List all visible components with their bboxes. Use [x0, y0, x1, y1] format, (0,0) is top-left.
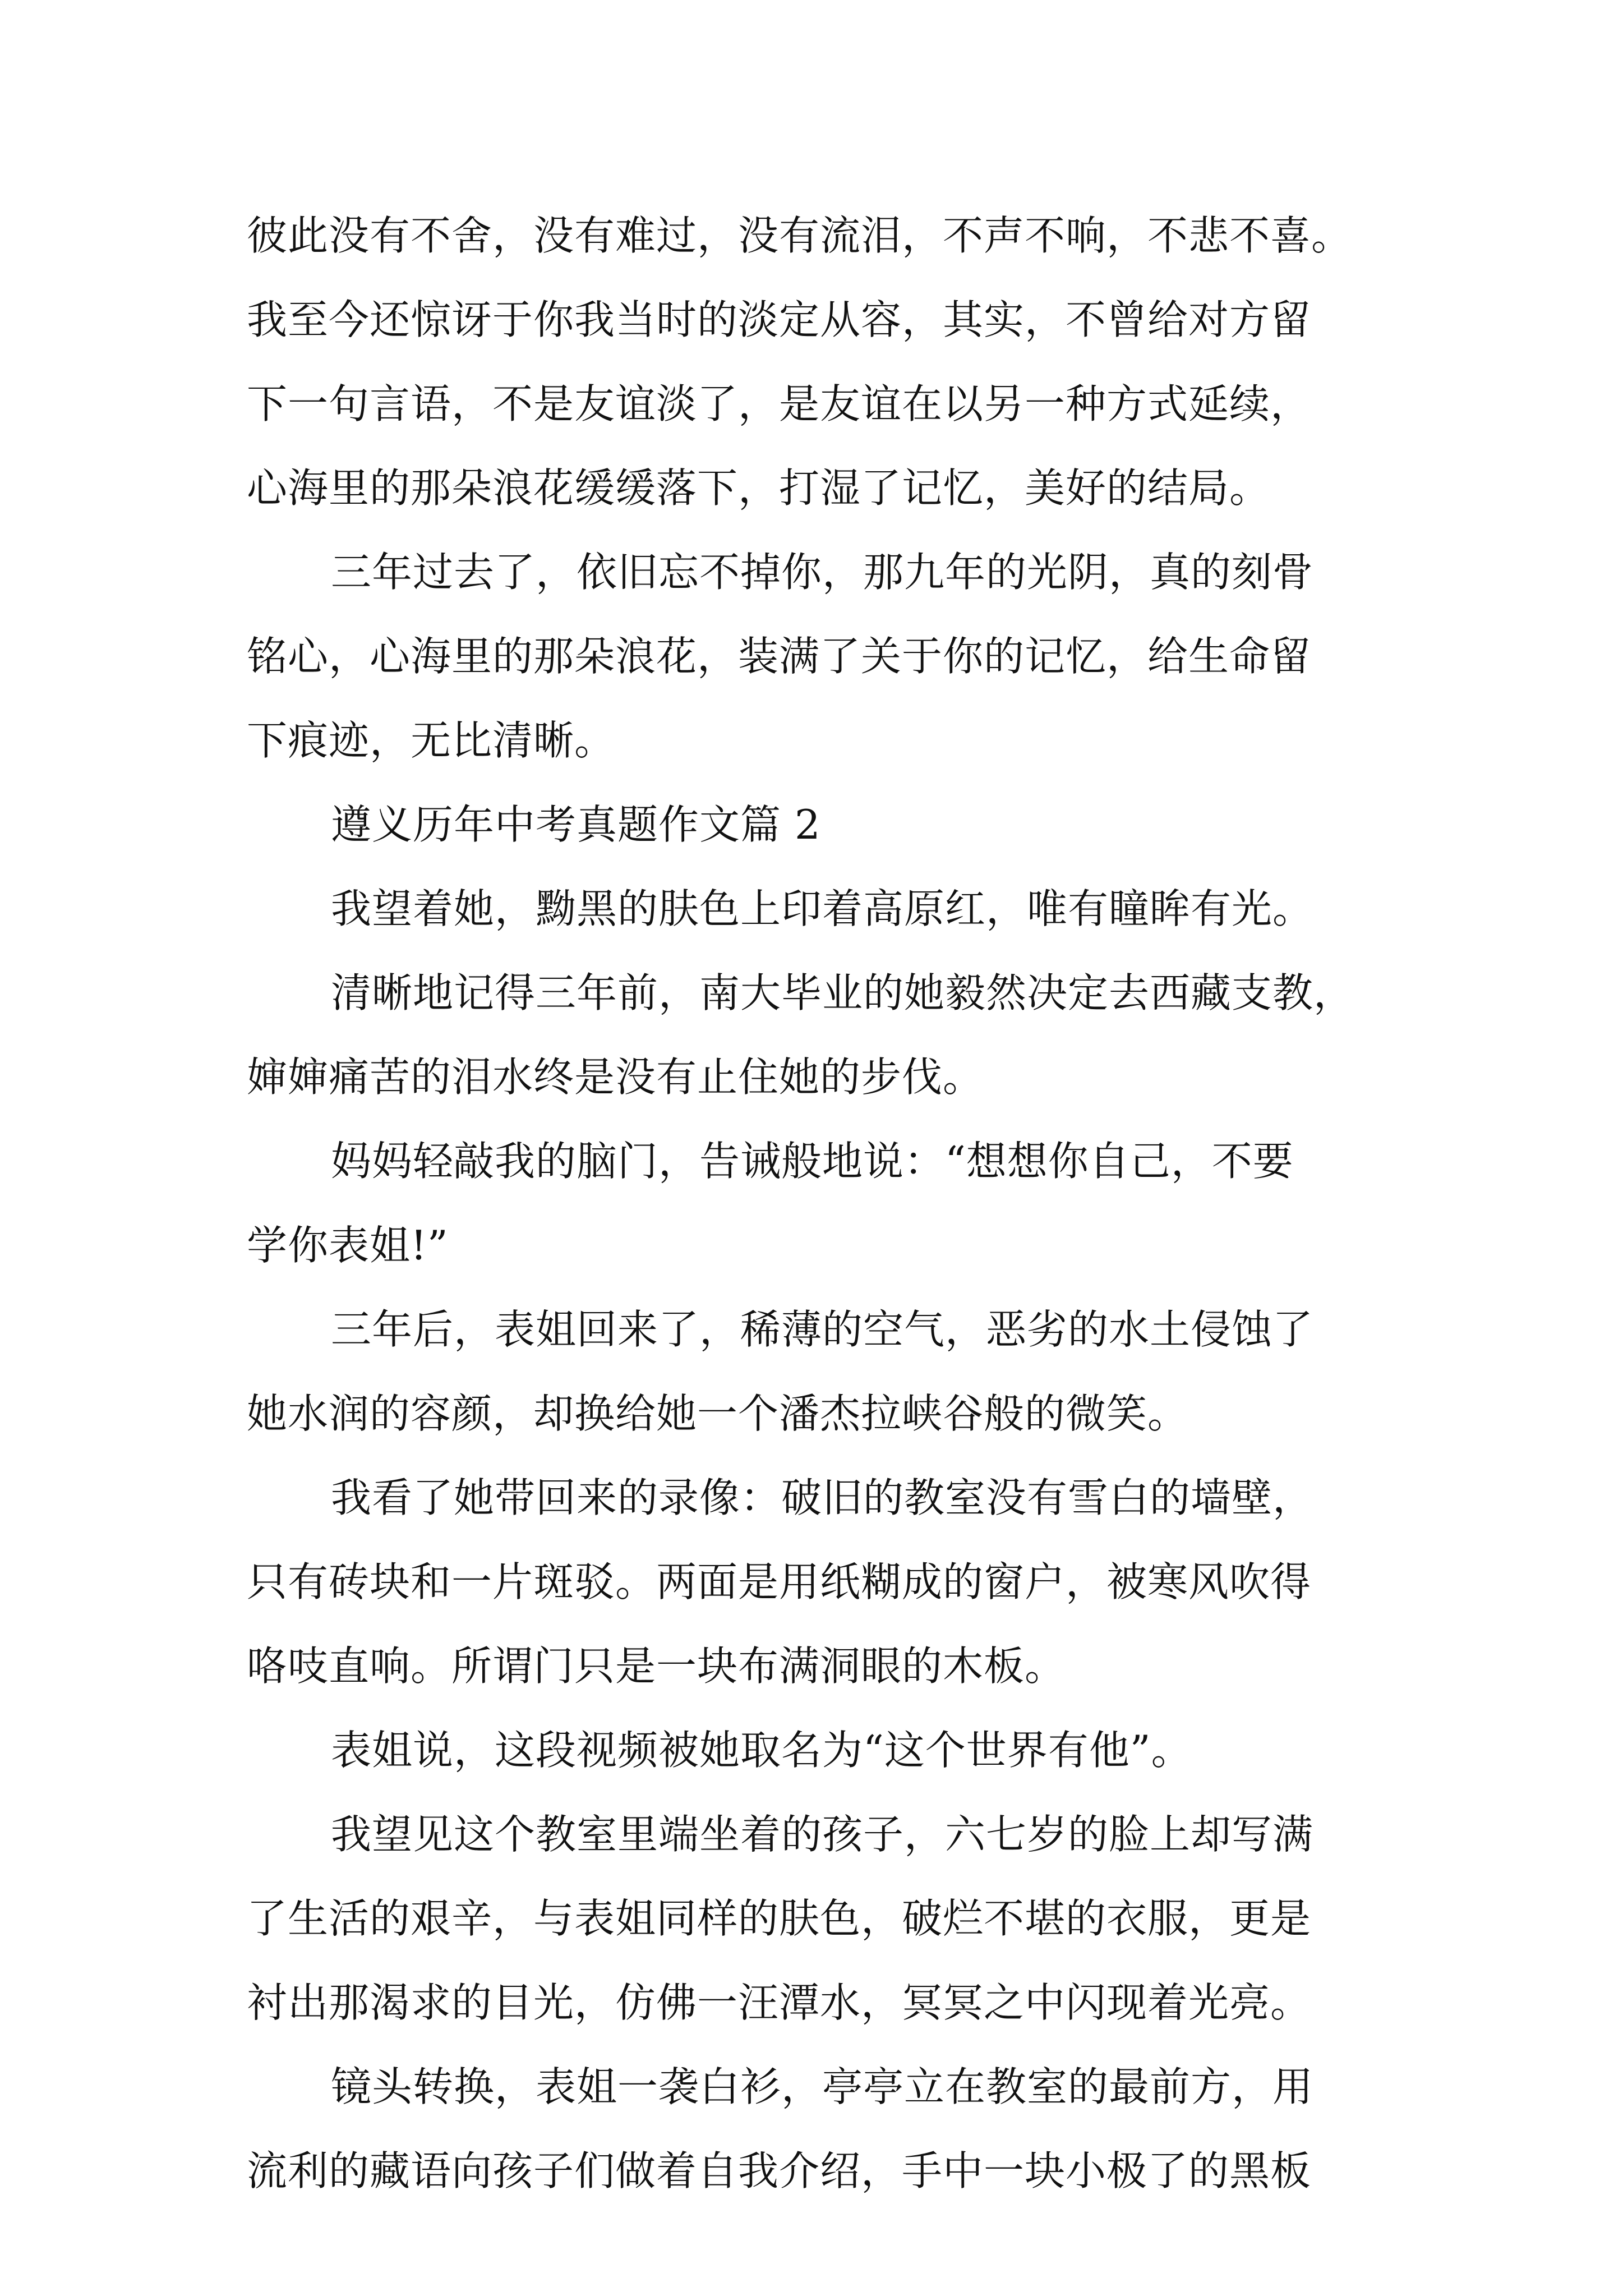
paragraph-start-line: 我望着她，黝黑的肤色上印着高原红，唯有瞳眸有光。: [331, 885, 1314, 932]
text-line: 衬出那渴求的目光，仿佛一汪潭水，冥冥之中闪现着光亮。: [247, 1979, 1312, 2026]
text-line: 只有砖块和一片斑驳。两面是用纸糊成的窗户，被寒风吹得: [247, 1558, 1312, 1605]
text-line: 流利的藏语向孩子们做着自我介绍，手中一块小极了的黑板: [247, 2147, 1312, 2194]
text-line: 我至今还惊讶于你我当时的淡定从容，其实，不曾给对方留: [247, 296, 1312, 343]
text-line: 咯吱直响。所谓门只是一块布满洞眼的木板。: [247, 1642, 1066, 1690]
paragraph-start-line: 我望见这个教室里端坐着的孩子，六七岁的脸上却写满: [331, 1811, 1314, 1858]
paragraph-start-line: 镜头转换，表姐一袭白衫，亭亭立在教室的最前方，用: [331, 2063, 1314, 2110]
text-line: 下痕迹，无比清晰。: [247, 717, 616, 764]
paragraph-start-line: 妈妈轻敲我的脑门，告诫般地说：“想想你自己，不要: [331, 1138, 1294, 1185]
text-line: 学你表姐!”: [247, 1222, 449, 1269]
text-line: 心海里的那朵浪花缓缓落下，打湿了记忆，美好的结局。: [247, 464, 1271, 512]
text-line: 了生活的艰辛，与表姐同样的肤色，破烂不堪的衣服，更是: [247, 1895, 1312, 1942]
section-heading: 遵义历年中考真题作文篇 2: [331, 801, 821, 848]
paragraph-start-line: 表姐说，这段视频被她取名为“这个世界有他”。: [331, 1727, 1192, 1774]
paragraph-start-line: 我看了她带回来的录像：破旧的教室没有雪白的墙壁，: [331, 1474, 1314, 1521]
text-line: 婶婶痛苦的泪水终是没有止住她的步伐。: [247, 1053, 984, 1101]
paragraph-start-line: 清晰地记得三年前，南大毕业的她毅然决定去西藏支教，: [331, 969, 1355, 1016]
paragraph-start-line: 三年后，表姐回来了，稀薄的空气，恶劣的水土侵蚀了: [331, 1306, 1314, 1353]
text-line: 彼此没有不舍，没有难过，没有流泪，不声不响，不悲不喜。: [247, 212, 1353, 259]
essay-text: [247, 194, 1391, 2213]
text-line: 她水润的容颜，却换给她一个潘杰拉峡谷般的微笑。: [247, 1390, 1189, 1437]
paragraph-start-line: 三年过去了，依旧忘不掉你，那九年的光阴，真的刻骨: [331, 549, 1314, 596]
text-line: 铭心，心海里的那朵浪花，装满了关于你的记忆，给生命留: [247, 633, 1312, 680]
text-line: 下一句言语，不是友谊淡了，是友谊在以另一种方式延续，: [247, 380, 1312, 427]
